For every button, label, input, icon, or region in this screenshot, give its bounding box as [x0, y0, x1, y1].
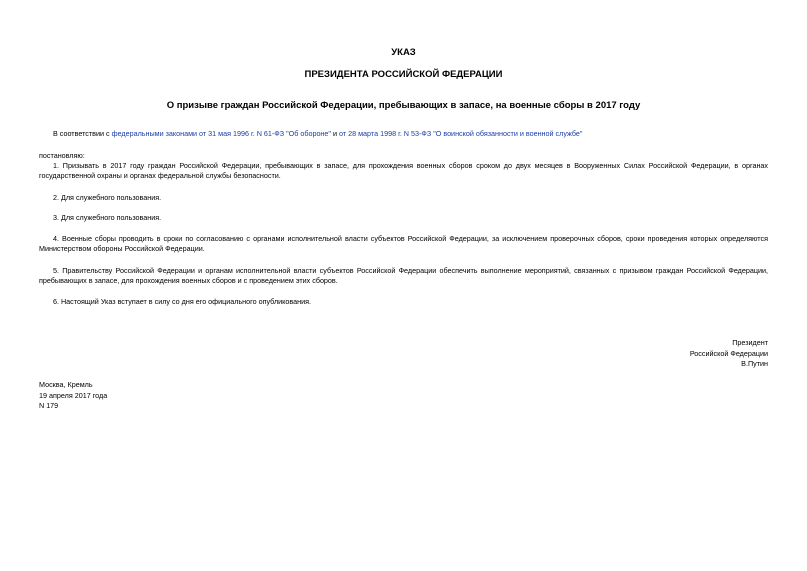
item-5: 5. Правительству Российской Федерации и органам исполнительной власти субъектов Российской Федерации обеспечить выполнение мероприятий, связанных с призывом граждан Российской Федерации, пребывающих в запасе, для прохождения военных сборов и с проведением этих сборов.	[39, 266, 768, 285]
item-6: 6. Настоящий Указ вступает в силу со дня его официального опубликования.	[53, 297, 312, 306]
intro-middle: и	[330, 129, 339, 138]
signature-title: Президент	[732, 338, 768, 347]
issuer-heading: ПРЕЗИДЕНТА РОССИЙСКОЙ ФЕДЕРАЦИИ	[304, 69, 503, 80]
military-duty-law-link[interactable]: от 28 марта 1998 г. N 53-ФЗ "О воинской обязанности и военной службе"	[338, 129, 583, 138]
document-title: О призыве граждан Российской Федерации, пребывающих в запасе, на военные сборы в 2017 году	[166, 100, 641, 111]
intro-prefix: В соответствии с	[53, 129, 112, 138]
item-4: 4. Военные сборы проводить в сроки по согласованию с органами исполнительной власти субъектов Российской Федерации, за исключением проверочных сборов, сроки проведения которых определяются Министерством обороны Российской Федерации.	[39, 234, 768, 253]
signature-name: В.Путин	[741, 359, 768, 368]
item-2: 2. Для служебного пользования.	[53, 193, 162, 202]
signing-place: Москва, Кремль	[39, 380, 93, 389]
defense-law-link[interactable]: федеральными законами от 31 мая 1996 г. N 61-ФЗ "Об обороне"	[111, 129, 331, 138]
place-date-block	[39, 380, 107, 412]
signature-country: Российской Федерации	[689, 348, 768, 358]
item-1: 1. Призывать в 2017 году граждан Российской Федерации, пребывающих в запасе, для прохождения военных сборов сроком до двух месяцев в Вооруженных Силах Российской Федерации, в органах государственной охраны и органах федеральной службы безопасности.	[39, 161, 768, 180]
doc-type-heading: УКАЗ	[391, 47, 416, 58]
signing-date: 19 апреля 2017 года	[39, 390, 108, 400]
decree-number: N 179	[39, 401, 59, 410]
decree-word: постановляю:	[39, 151, 85, 160]
item-3: 3. Для служебного пользования.	[53, 213, 162, 222]
signature-block	[690, 338, 768, 370]
intro-paragraph	[39, 129, 768, 139]
